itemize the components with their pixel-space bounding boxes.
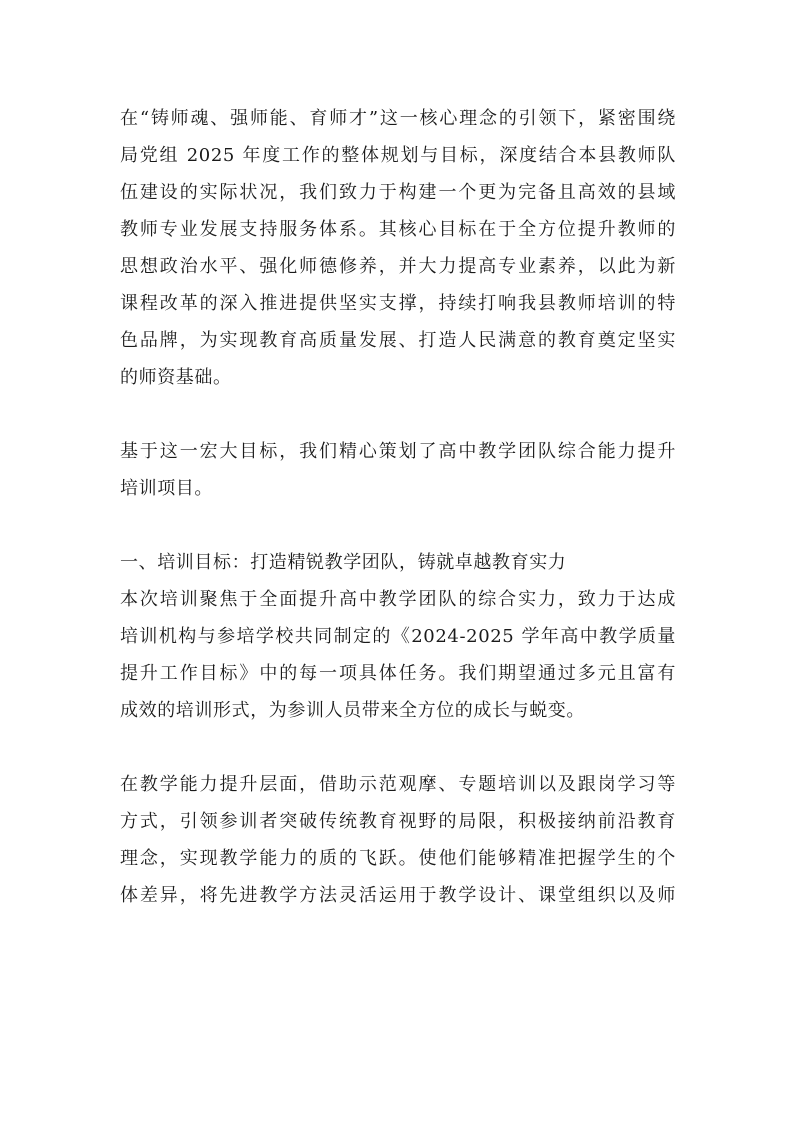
paragraph-spacer [120, 729, 676, 766]
paragraph-spacer [120, 396, 676, 433]
text-line: 在“铸师魂、强师能、育师才”这一核心理念的引领下，紧密围绕 [120, 108, 676, 129]
text-line: 方式，引领参训者突破传统教育视野的局限，积极接纳前沿教育 [120, 811, 676, 832]
document-page [120, 100, 676, 914]
text-line: 体差异，将先进教学方法灵活运用于教学设计、课堂组织以及师 [120, 885, 676, 906]
text-line: 伍建设的实际状况，我们致力于构建一个更为完备且高效的县域 [120, 182, 676, 203]
text-line: 本次培训聚焦于全面提升高中教学团队的综合实力，致力于达成 [120, 589, 676, 610]
paragraph-intro [120, 100, 676, 396]
text-line: 色品牌，为实现教育高质量发展、打造人民满意的教育奠定坚实 [120, 330, 676, 351]
text-line: 理念，实现教学能力的质的飞跃。使他们能够精准把握学生的个 [120, 848, 676, 869]
text-line: 提升工作目标》中的每一项具体任务。我们期望通过多元且富有 [120, 663, 676, 684]
text-line: 基于这一宏大目标，我们精心策划了高中教学团队综合能力提升 [120, 441, 676, 462]
paragraph-teaching-ability [120, 766, 676, 914]
paragraph-project [120, 433, 676, 507]
text-line: 课程改革的深入推进提供坚实支撑，持续打响我县教师培训的特 [120, 293, 676, 314]
text-line: 局党组 2025 年度工作的整体规划与目标，深度结合本县教师队 [120, 145, 676, 166]
text-line: 教师专业发展支持服务体系。其核心目标在于全方位提升教师的 [120, 219, 676, 240]
text-line: 思想政治水平、强化师德修养，并大力提高专业素养，以此为新 [120, 256, 676, 277]
text-line: 成效的培训形式，为参训人员带来全方位的成长与蜕变。 [120, 700, 585, 721]
paragraph-spacer [120, 507, 676, 544]
text-line: 在教学能力提升层面，借助示范观摩、专题培训以及跟岗学习等 [120, 774, 676, 795]
section-heading: 一、培训目标：打造精锐教学团队，铸就卓越教育实力 [120, 552, 567, 573]
section-training-goals [120, 544, 676, 729]
text-line: 培训机构与参培学校共同制定的《2024-2025 学年高中教学质量 [120, 626, 676, 647]
text-line: 的师资基础。 [120, 367, 232, 388]
text-line: 培训项目。 [120, 478, 213, 499]
